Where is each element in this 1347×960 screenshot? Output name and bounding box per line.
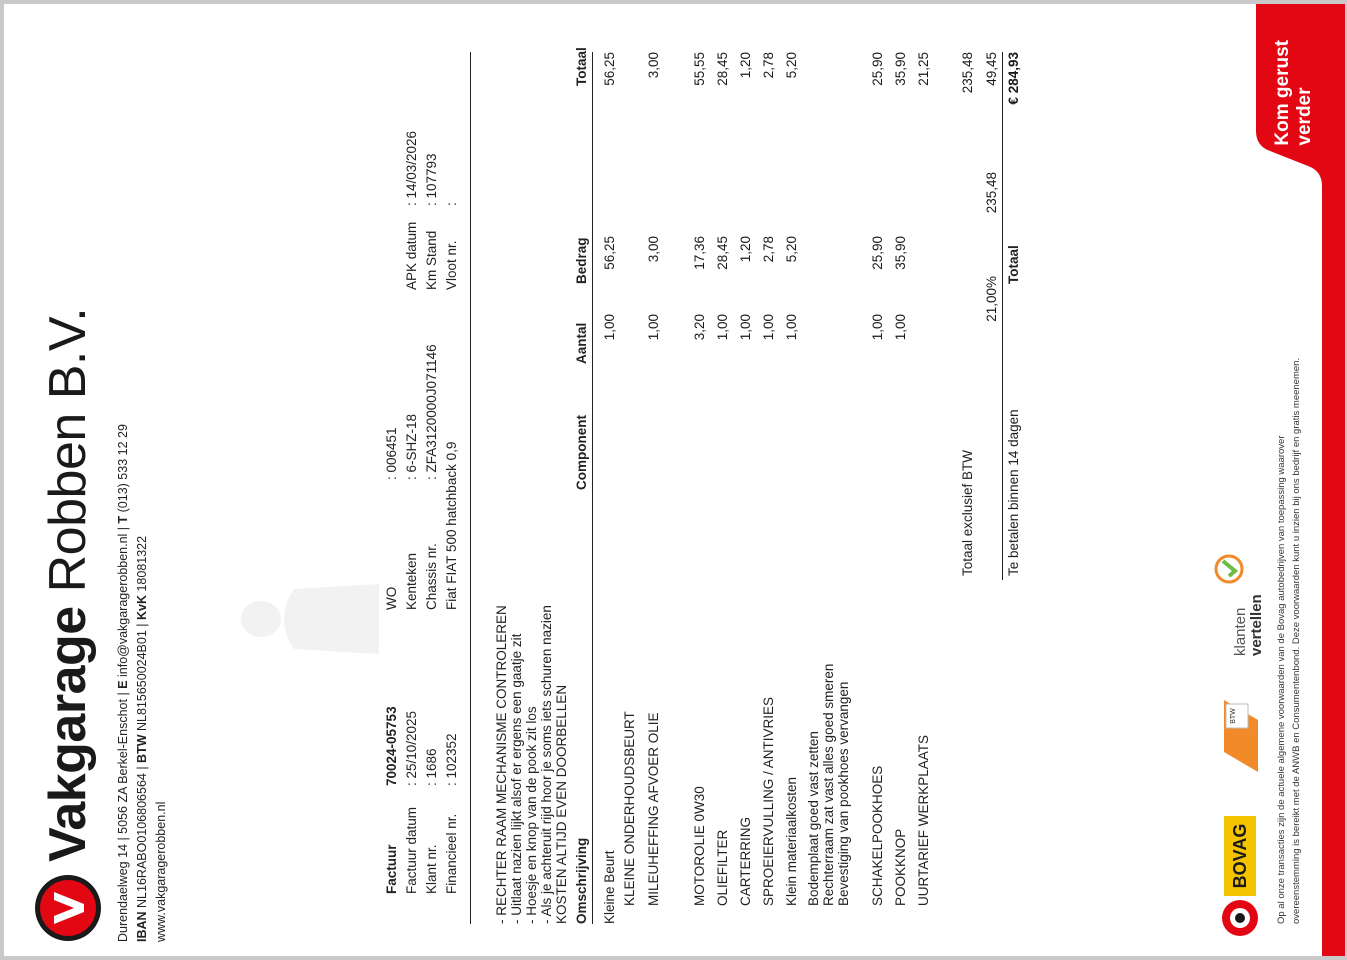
factuur-value: 70024-05753 [384, 706, 399, 786]
table-row-aantal: 3,20 [692, 314, 707, 341]
klant-label: Klant nr. [424, 844, 439, 894]
table-row-aantal: 1,00 [738, 314, 753, 341]
kenteken-value: : 6-SHZ-18 [404, 413, 419, 480]
wo-value: : 006451 [384, 427, 399, 480]
checkmark-icon [1214, 554, 1244, 584]
table-row-totaal: 56,25 [602, 52, 617, 86]
totals-divider [1002, 52, 1003, 580]
btw-base: 235,48 [984, 172, 999, 214]
company-bank-line: IBAN NL16RABO0106806564 | BTW NL815650024B01 | KvK 18081322 [135, 535, 149, 942]
table-row-aantal: 1,00 [784, 314, 799, 341]
totaal-excl-value: 235,48 [960, 52, 975, 94]
note-line: - RECHTER RAAM MECHANISME CONTROLEREN [494, 605, 509, 924]
table-row-aantal: 1,00 [646, 314, 661, 341]
klant-value: : 1686 [424, 748, 439, 786]
table-row-bedrag: 1,20 [738, 236, 753, 263]
kenteken-label: Kenteken [404, 552, 419, 610]
table-row-desc: OLIEFILTER [715, 829, 730, 906]
table-row-aantal: 1,00 [761, 314, 776, 341]
watermark-figure-icon [239, 574, 389, 664]
totaal-label: Totaal [1006, 245, 1021, 284]
rotated-document [4, 4, 1345, 956]
meta-divider [470, 52, 471, 924]
company-name: Vakgarage Robben B.V. [39, 307, 97, 862]
table-row-desc: Rechterraam zat vast alles goed smeren [821, 663, 836, 906]
vehicle-description: Fiat FIAT 500 hatchback 0,9 [444, 441, 459, 610]
header-bedrag: Bedrag [574, 237, 589, 284]
table-row-totaal: 1,20 [738, 52, 753, 79]
header-aantal: Aantal [574, 322, 589, 364]
apk-label: APK datum [404, 221, 419, 290]
vloot-value: : [444, 202, 459, 206]
banner-slogan: Kom gerust verder [1272, 40, 1315, 146]
factuur-datum-label: Factuur datum [404, 806, 419, 894]
chassis-label: Chassis nr. [424, 543, 439, 610]
table-row-desc: KLEINE ONDERHOUDSBEURT [622, 711, 637, 906]
footer-legal-line: Op al onze transacties zijn de actuele algemene voorwaarden van de Bovag autobedrijven van toepassing waarover [1276, 435, 1287, 924]
table-row-bedrag: 2,78 [761, 236, 776, 263]
bovag-logo [1220, 808, 1260, 938]
table-row-totaal: 28,45 [715, 52, 730, 86]
table-row-totaal: 35,90 [893, 52, 908, 86]
apk-value: : 14/03/2026 [404, 130, 419, 206]
table-row-totaal: 3,00 [646, 52, 661, 79]
table-row-bedrag: 17,36 [692, 236, 707, 270]
btw-badge-text: BTW [1230, 708, 1237, 724]
financieel-value: : 102352 [444, 733, 459, 786]
btw-amount: 49,45 [984, 52, 999, 86]
table-row-desc: Klein materiaalkosten [784, 776, 799, 906]
km-value: : 107793 [424, 153, 439, 206]
vakgarage-logo-icon [34, 874, 102, 942]
totaal-value: € 284,93 [1006, 52, 1021, 105]
table-row-desc: MILEUHEFFING AFVOER OLIE [646, 712, 661, 906]
table-row-aantal: 1,00 [893, 314, 908, 341]
table-row-desc: Bodemplaat goed vast zetten [806, 731, 821, 906]
table-row-desc: Kleine Beurt [602, 850, 617, 924]
table-row-desc: MOTOROLIE 0W30 [692, 786, 707, 906]
invoice-page [4, 4, 1345, 956]
table-row-desc: SPROEIERVULLING / ANTIVRIES [761, 696, 776, 906]
table-row-bedrag: 5,20 [784, 236, 799, 263]
totaal-excl-label: Totaal exclusief BTW [960, 449, 975, 576]
table-header-divider [592, 52, 593, 924]
table-row-bedrag: 35,90 [893, 236, 908, 270]
company-address-line: Durendaelweg 14 | 5056 ZA Berkel-Enschot | E info@vakgaragerobben.nl | T (013) 533 12 29 [116, 424, 130, 942]
table-row-totaal: 25,90 [870, 52, 885, 86]
financieel-label: Financieel nr. [444, 813, 459, 894]
footer-legal-line: overeenstemming is bereikt met de ANWB en Consumentenbond. Deze voorwaarden kunt u inzien bij ons bedrijf en gratis meenemen. [1291, 357, 1302, 924]
table-row-totaal: 5,20 [784, 52, 799, 79]
red-banner [1256, 4, 1345, 956]
factuur-label: Factuur [384, 844, 399, 894]
btw-percentage: 21,00% [984, 276, 999, 322]
table-row-desc: POOKKNOP [893, 828, 908, 906]
note-line: - Als je achteruit rijd hoor je soms iets schuren nazien [539, 605, 554, 924]
note-line: - Uitlaat nazien lijkt alsof er ergens een gaatje zit [509, 633, 524, 924]
company-website: www.vakgaragerobben.nl [154, 801, 168, 942]
table-row-totaal: 21,25 [916, 52, 931, 86]
table-row-desc: UURTARIEF WERKPLAATS [916, 734, 931, 906]
header-totaal: Totaal [574, 47, 589, 86]
bovag-emblem-icon [1220, 898, 1260, 938]
wo-label: WO [384, 586, 399, 610]
bovag-wordmark: BOVAG [1224, 816, 1256, 896]
table-row-aantal: 1,00 [870, 314, 885, 341]
factuur-datum-value: : 25/10/2025 [404, 710, 419, 786]
note-line: KOSTEN ALTIJD EVEN DOORBELLEN [554, 684, 569, 924]
table-row-desc: SCHAKELPOOKHOES [870, 765, 885, 906]
table-row-bedrag: 28,45 [715, 236, 730, 270]
chassis-value: : ZFA3120000J071146 [424, 344, 439, 480]
vertellen-text: vertellen [1248, 594, 1265, 656]
table-row-aantal: 1,00 [715, 314, 730, 341]
note-line: - Hoesje en knop van de pook zit los [524, 706, 539, 924]
km-label: Km Stand [424, 230, 439, 290]
table-row-totaal: 55,55 [692, 52, 707, 86]
table-row-aantal: 1,00 [602, 314, 617, 341]
table-row-totaal: 2,78 [761, 52, 776, 79]
table-row-desc: CARTERRING [738, 816, 753, 906]
header-omschrijving: Omschrijving [574, 837, 589, 924]
pay-terms: Te betalen binnen 14 dagen [1006, 409, 1021, 576]
table-row-desc: Bevestiging van pookhoes vervangen [836, 681, 851, 906]
table-row-bedrag: 3,00 [646, 236, 661, 263]
klanten-text: klanten [1232, 607, 1249, 656]
vloot-label: Vloot nr. [444, 240, 459, 290]
table-row-bedrag: 56,25 [602, 236, 617, 270]
header-component: Component [574, 415, 589, 490]
table-row-bedrag: 25,90 [870, 236, 885, 270]
